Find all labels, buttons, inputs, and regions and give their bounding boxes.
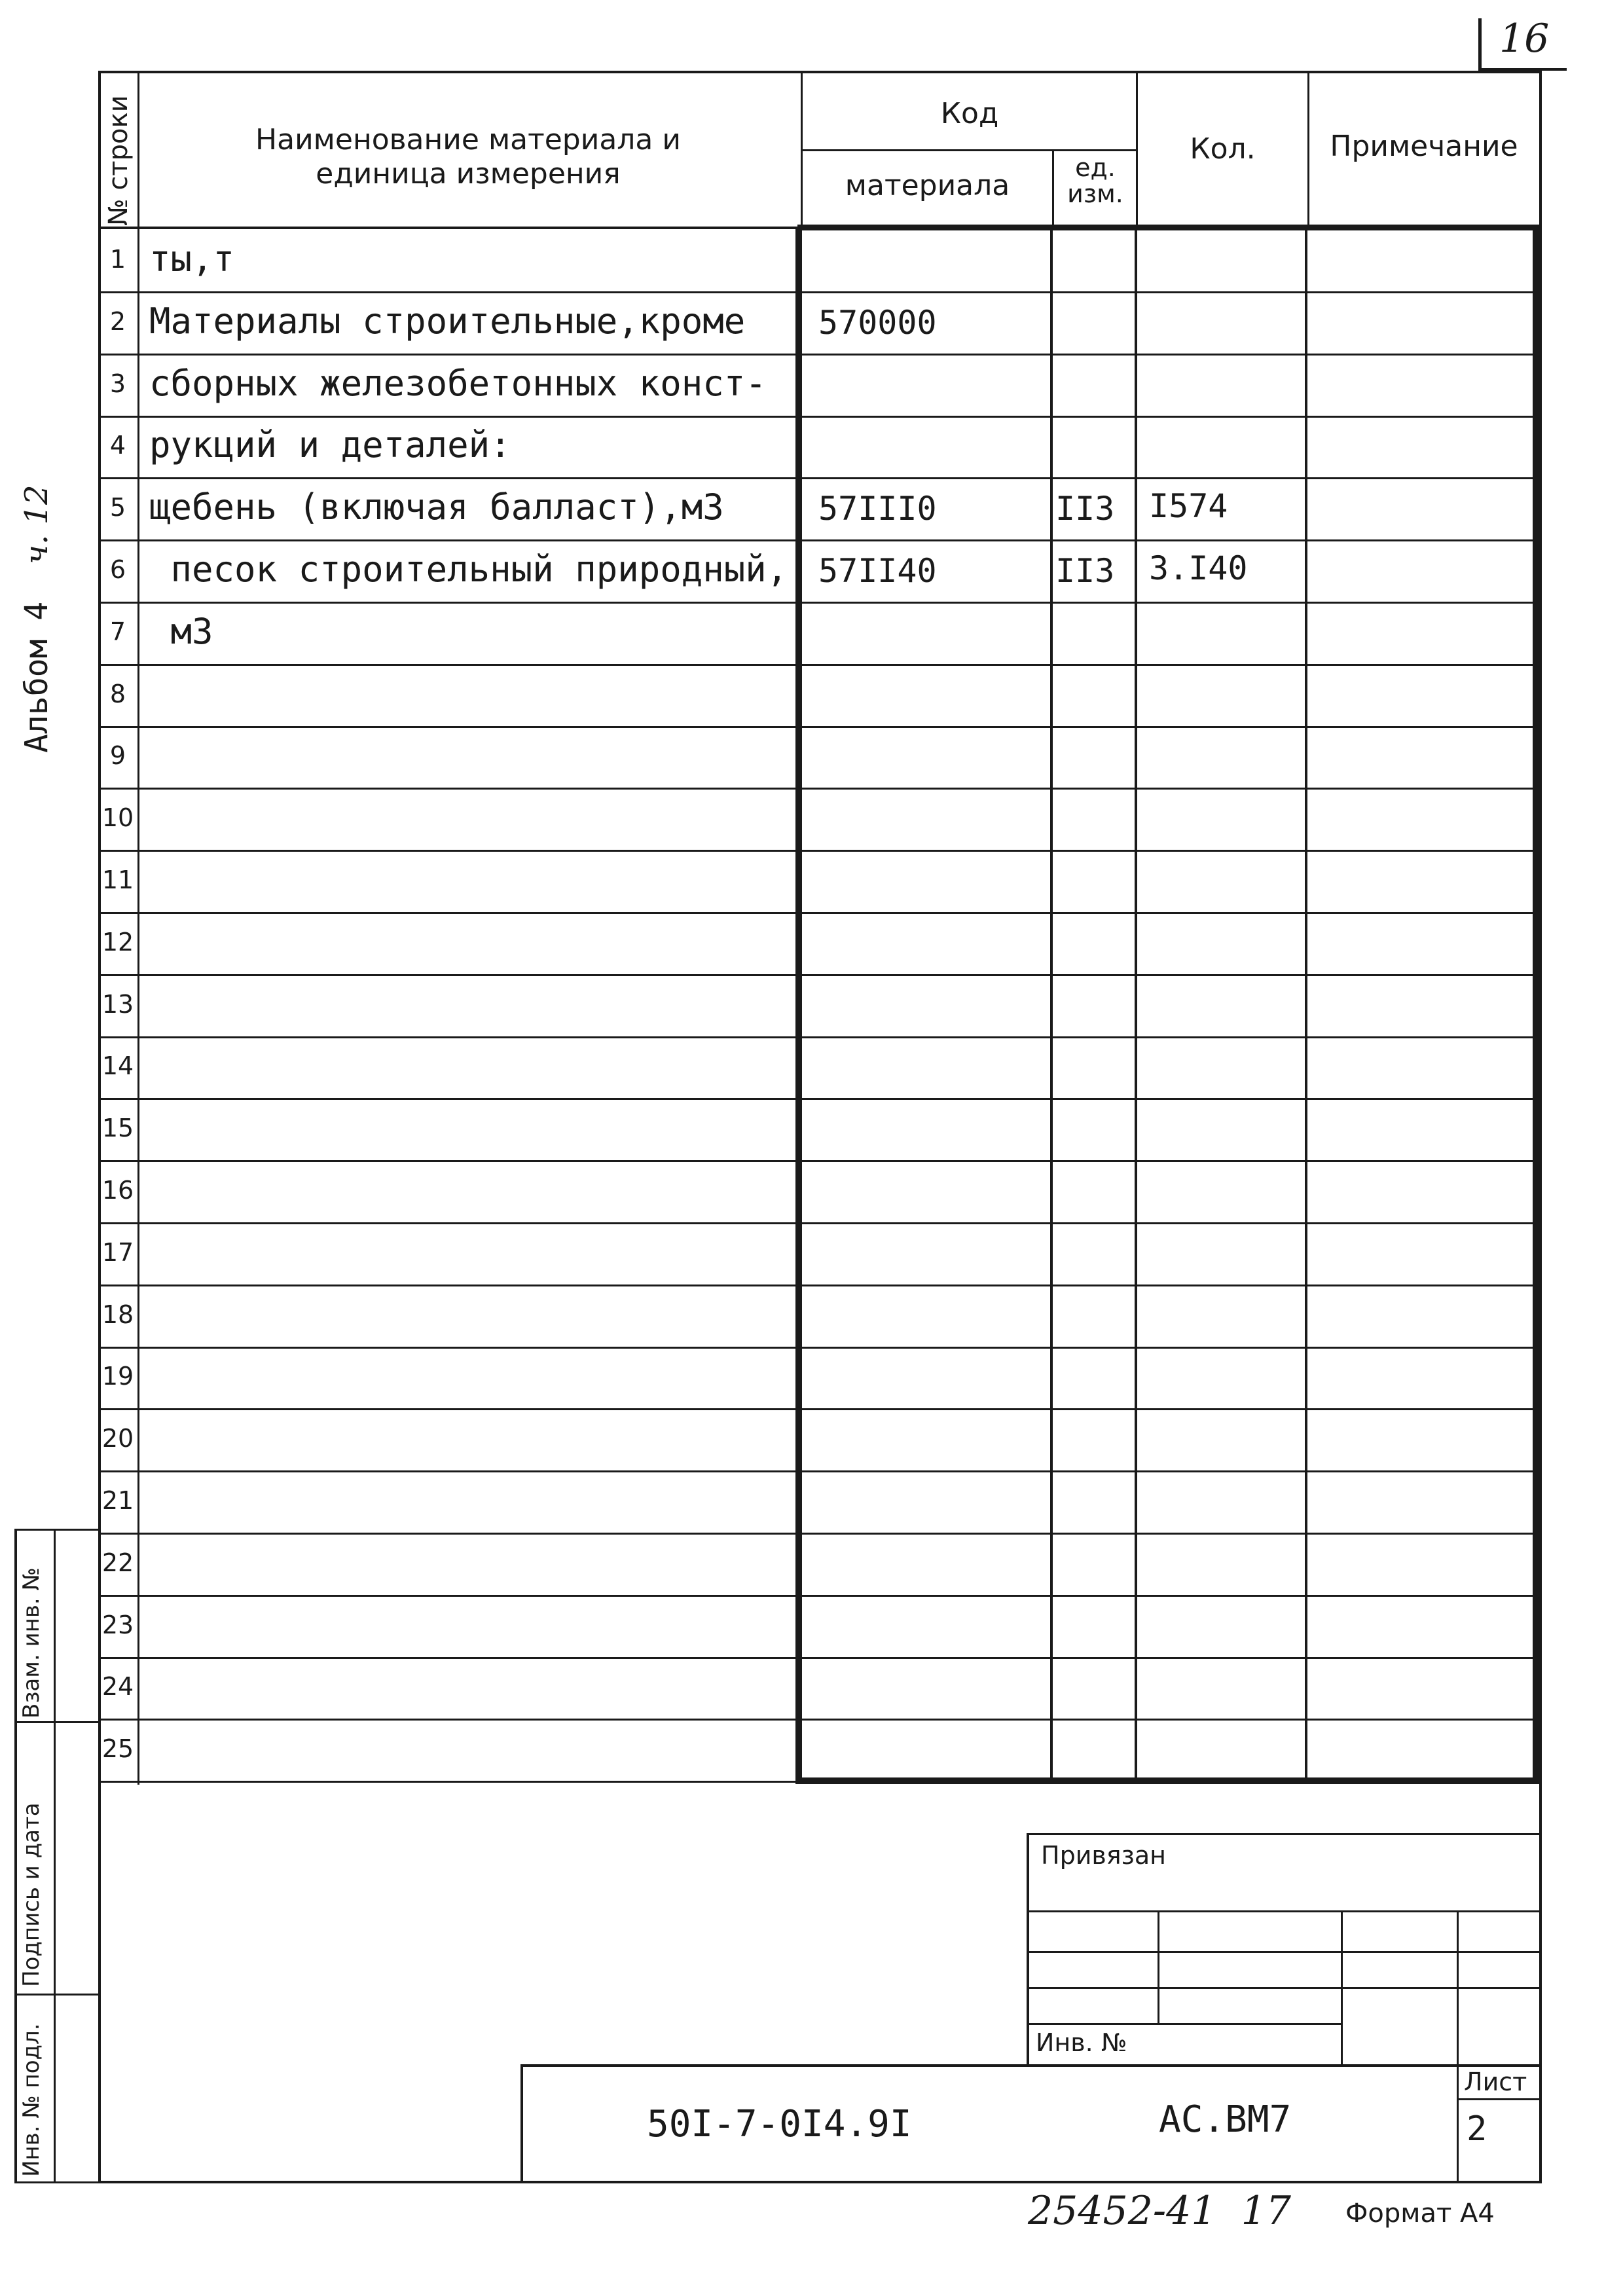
row-number: 17 <box>101 1238 134 1267</box>
row-number: 22 <box>101 1548 134 1577</box>
row-number: 12 <box>101 928 134 957</box>
row-name: м3 <box>149 611 213 652</box>
corner-bar <box>1478 18 1482 69</box>
row-number: 5 <box>109 493 126 522</box>
row-qty: I574 <box>1149 487 1228 525</box>
row-name: ты,т <box>149 238 235 280</box>
row-number: 13 <box>101 990 134 1019</box>
row-number: 4 <box>109 431 126 460</box>
row-unit: II3 <box>1055 490 1115 528</box>
row-number: 20 <box>101 1424 134 1453</box>
doc-mark: АС.ВМ7 <box>1159 2098 1292 2141</box>
album-side-label <box>18 484 55 753</box>
header-code-material: материала <box>845 169 1010 202</box>
header-name: Наименование материала и единица измерения <box>255 123 681 191</box>
sheet-corner-number: 16 <box>1499 16 1550 62</box>
row-number: 10 <box>101 803 134 832</box>
row-number: 19 <box>101 1362 134 1391</box>
row-number: 11 <box>101 866 134 894</box>
podpis-data-label: Подпись и дата <box>18 1802 45 1987</box>
row-code: 570000 <box>818 304 937 342</box>
row-number: 1 <box>109 245 126 274</box>
list-value: 2 <box>1467 2109 1487 2149</box>
row-number: 16 <box>101 1176 134 1205</box>
row-number: 6 <box>109 555 126 584</box>
row-name: сборных железобетонных конст- <box>149 363 767 404</box>
row-code: 57II40 <box>818 552 937 590</box>
album-handwritten: ч. 12 <box>18 484 55 564</box>
row-number: 7 <box>109 617 126 646</box>
privyazan-label: Привязан <box>1041 1841 1166 1870</box>
row-number: 14 <box>101 1051 134 1080</box>
row-number: 23 <box>101 1611 134 1639</box>
row-number: 2 <box>109 307 126 336</box>
row-number: 18 <box>101 1300 134 1329</box>
row-number: 25 <box>101 1734 134 1763</box>
row-qty: 3.I40 <box>1149 549 1248 587</box>
row-number: 9 <box>109 741 126 770</box>
row-number: 15 <box>101 1114 134 1142</box>
footer-handwritten-number: 25452-41 17 <box>1028 2188 1291 2234</box>
row-name: щебень (включая балласт),м3 <box>149 486 724 528</box>
row-name: песок строительный природный, <box>149 549 788 590</box>
row-name: Материалы строительные,кроме <box>149 301 746 342</box>
row-name: рукций и деталей: <box>149 424 511 465</box>
vzam-inv-label: Взам. инв. № <box>18 1567 45 1719</box>
row-number: 3 <box>109 369 126 398</box>
header-code-unit: ед. изм. <box>1067 153 1123 208</box>
header-row-no: № строки <box>103 95 134 226</box>
inv-podl-label: Инв. № подл. <box>18 2023 45 2177</box>
row-number: 8 <box>109 680 126 708</box>
row-unit: II3 <box>1055 552 1115 590</box>
album-label: Альбом 4 <box>18 601 55 753</box>
row-number: 21 <box>101 1486 134 1515</box>
inv-no-label: Инв. № <box>1036 2028 1127 2057</box>
doc-code: 50I-7-0I4.9I <box>647 2103 912 2145</box>
header-note: Примечание <box>1330 130 1518 163</box>
list-label: Лист <box>1464 2068 1527 2096</box>
header-qty: Кол. <box>1190 132 1256 166</box>
header-code: Код <box>940 97 999 130</box>
row-code: 57III0 <box>818 490 937 528</box>
format-label: Формат А4 <box>1345 2198 1495 2229</box>
row-number: 24 <box>101 1672 134 1701</box>
